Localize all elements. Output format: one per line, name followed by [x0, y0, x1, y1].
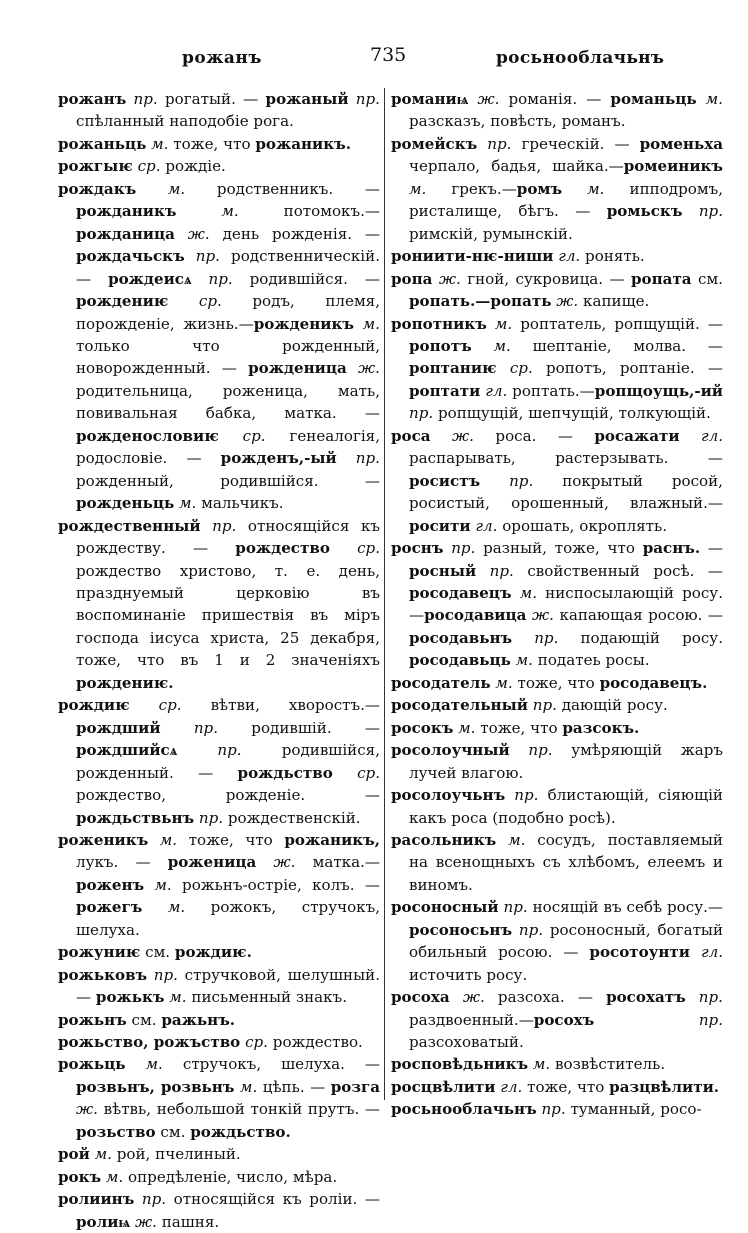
definition-text: стручковой, шелушный. —: [76, 965, 380, 1007]
definition-text: роса. —: [473, 426, 595, 445]
headword: рожданикъ: [76, 202, 177, 221]
headword: рожаный: [265, 90, 349, 108]
definition-text: покрытый росой, росистый, орошенный, влажный.—: [409, 471, 723, 513]
headword: рожьць: [58, 1055, 126, 1074]
grammar-label: ср.: [218, 426, 266, 445]
headword: росити: [409, 516, 471, 535]
grammar-label: м.: [101, 1167, 124, 1186]
headword: роженица: [167, 853, 257, 872]
dictionary-entry: [391, 784, 723, 829]
definition-text: см.: [691, 269, 723, 288]
definition-text: ниспосылающій росу. —: [409, 583, 723, 625]
grammar-label: гл.: [495, 1077, 523, 1096]
grammar-label: ж.: [526, 606, 554, 625]
grammar-label: ж.: [432, 269, 461, 288]
headword: ропать.—ропать: [409, 292, 552, 311]
grammar-label: м.: [142, 898, 186, 917]
grammar-label: пр.: [682, 202, 723, 221]
grammar-label: ср.: [329, 539, 380, 558]
grammar-label: м.: [136, 179, 186, 198]
dictionary-entry: [391, 245, 723, 267]
grammar-label: пр.: [336, 449, 380, 468]
grammar-label: гл.: [679, 426, 723, 445]
headword: романьць: [610, 90, 697, 108]
grammar-label: пр.: [509, 741, 553, 760]
definition-text: греческій. —: [511, 134, 640, 153]
headword: рождакъ: [58, 179, 137, 198]
definition-text: лукъ. —: [76, 853, 168, 872]
definition-text: податеь росы.: [532, 651, 650, 670]
definition-text: мальчикъ.: [196, 494, 284, 513]
grammar-label: м.: [176, 202, 239, 221]
grammar-label: ж.: [76, 1100, 98, 1119]
definition-text: черпало, бадья, шайка.—: [409, 157, 624, 176]
definition-text: относящійся къ рождеству. —: [76, 516, 380, 558]
headword: рокъ: [58, 1167, 102, 1186]
headword: роснъ: [391, 539, 444, 558]
dictionary-entry: [58, 1053, 380, 1143]
grammar-label: м.: [696, 90, 723, 108]
headword: росохатъ: [606, 988, 686, 1007]
definition-text: дающій росу.: [556, 696, 668, 715]
headword: росповѣдьникъ: [391, 1055, 529, 1074]
dictionary-entry: [58, 829, 380, 941]
definition-text: капающая росою. —: [553, 606, 723, 625]
definition-text: см.: [155, 1122, 191, 1141]
headword: росодавецъ: [409, 583, 512, 602]
headword: рождиѥ.: [174, 943, 252, 962]
grammar-label: пр.: [409, 404, 434, 423]
headword: розга: [330, 1077, 380, 1096]
dictionary-entry: [58, 88, 380, 133]
definition-text: родившійся, рожденный. —: [76, 741, 381, 782]
grammar-label: пр.: [512, 920, 544, 939]
headword: рожденикъ: [253, 314, 354, 333]
definition-text: рождіе.: [160, 157, 226, 176]
definition-text: относящійся къ роліи. —: [166, 1190, 380, 1209]
headword: рождачьскъ: [76, 247, 185, 266]
grammar-label: пр.: [498, 898, 528, 917]
headword: ражьнъ.: [161, 1010, 236, 1029]
headword: росцвѣлити: [391, 1077, 496, 1096]
grammar-label: пр.: [476, 561, 514, 580]
headword: росажати: [594, 426, 680, 445]
dictionary-entry: [58, 941, 380, 963]
headword: рожаникъ.: [255, 134, 351, 153]
dictionary-entry: [58, 1188, 380, 1233]
headword: рой: [58, 1145, 90, 1164]
grammar-label: ср.: [240, 1033, 268, 1052]
grammar-label: пр.: [191, 269, 233, 288]
column-divider: [384, 88, 385, 1100]
headword: росоносьнъ: [409, 920, 513, 939]
headword: роменьха: [639, 134, 723, 153]
dictionary-entry: [58, 694, 380, 829]
headword: рожаньць: [58, 134, 147, 153]
headword: рождьство: [237, 763, 333, 782]
headword: ромеиникъ: [623, 157, 723, 176]
definition-text: ипподромъ, ристалище, бѣгъ. —: [409, 179, 723, 221]
definition-text: ропотъ, роптаніе. —: [532, 359, 723, 378]
dictionary-entry: [58, 1031, 380, 1053]
grammar-label: м.: [234, 1077, 258, 1096]
headword: рожаникъ,: [284, 830, 380, 849]
headword: рожденица: [248, 359, 347, 378]
headword: рождениѥ.: [76, 673, 174, 692]
grammar-label: пр.: [594, 1010, 723, 1029]
definition-text: раздвоенный.—: [409, 1010, 534, 1029]
grammar-label: ж.: [346, 359, 380, 378]
grammar-label: пр.: [527, 696, 557, 715]
definition-text: потомокъ.—: [238, 202, 380, 221]
headword: роженикъ: [58, 830, 149, 849]
grammar-label: ср.: [168, 292, 222, 311]
definition-text: родительница, роженица, мать, повивальная бабка, матка. —: [76, 381, 380, 423]
headword: росодательный: [391, 696, 528, 715]
grammar-label: м.: [146, 134, 169, 153]
definition-text: только что рожденный, новорожденный. —: [76, 336, 380, 378]
dictionary-entry: [58, 515, 380, 695]
definition-text: вѣтви, хворостъ.—: [181, 696, 380, 715]
headword: рождшийсѧ: [76, 741, 178, 760]
headword: рожуниѥ: [58, 943, 141, 962]
headword: рожгыѥ: [58, 157, 133, 176]
grammar-label: ж.: [430, 426, 474, 445]
headword: рождениѥ: [76, 292, 169, 311]
running-head-left: рожанъ: [182, 48, 262, 68]
definition-text: ронять.: [580, 247, 645, 266]
definition-text: грекъ.—: [426, 179, 517, 198]
definition-text: стручокъ, шелуха. —: [162, 1055, 380, 1074]
definition-text: тоже, что: [177, 830, 285, 849]
definition-text: капище.: [578, 292, 650, 311]
grammar-label: м.: [486, 314, 513, 333]
headword: розвьнъ, розвьнъ: [76, 1077, 235, 1096]
grammar-label: м.: [471, 336, 511, 355]
headword: рожденьць: [76, 494, 175, 513]
grammar-label: м.: [510, 651, 533, 670]
grammar-label: м.: [144, 875, 172, 894]
definition-text: разсоховатый.: [409, 1033, 524, 1052]
headword: рождший: [76, 718, 161, 737]
grammar-label: пр.: [443, 539, 476, 558]
definition-text: сосудъ, поставляемый на всенощныхъ съ хлѣбомъ, елеемъ и виномъ.: [409, 830, 723, 894]
headword: рождественный: [58, 516, 201, 535]
grammar-label: м.: [490, 673, 513, 692]
dictionary-entry: [58, 133, 380, 155]
grammar-label: пр.: [512, 628, 559, 647]
headword: ролиѩ: [76, 1212, 131, 1231]
dictionary-entry: [391, 694, 723, 716]
definition-text: письменный знакъ.: [186, 988, 348, 1007]
headword: рониити-нѥ-ниши: [391, 247, 554, 266]
headword: росодавецъ.: [599, 673, 708, 692]
headword: рожьковъ: [58, 965, 148, 984]
definition-text: разсоха. —: [484, 988, 607, 1007]
grammar-label: м.: [562, 179, 605, 198]
definition-text: роптать.—: [507, 381, 595, 400]
definition-text: рождество, рожденіе. —: [76, 786, 380, 805]
definition-text: родственническій. —: [76, 247, 380, 288]
definition-text: опредѣленіе, число, мѣра.: [123, 1167, 338, 1186]
headword: росоха: [391, 988, 450, 1007]
dictionary-entry: [58, 964, 380, 1009]
dictionary-entry: [391, 425, 723, 537]
definition-text: тоже, что: [475, 718, 563, 737]
definition-text: вѣтвь, небольшой тонкій прутъ. —: [97, 1100, 380, 1119]
headword: росодатель: [391, 673, 491, 692]
grammar-label: пр.: [194, 808, 224, 827]
definition-text: тоже, что: [512, 673, 600, 692]
headword: росьнооблачьнъ: [391, 1100, 537, 1119]
definition-text: подающій росу.: [558, 628, 723, 647]
headword: ромьскъ: [606, 202, 683, 221]
headword: рожьство, рожъство: [58, 1033, 241, 1052]
grammar-label: м.: [164, 988, 187, 1007]
dictionary-entry: [391, 1076, 723, 1098]
headword: роса: [391, 426, 431, 445]
headword: рождиѥ: [58, 696, 130, 715]
grammar-label: ж.: [174, 224, 210, 243]
grammar-label: м.: [528, 1055, 551, 1074]
headword: ролиинъ: [58, 1190, 135, 1209]
definition-text: рожденный, родившійся. —: [76, 471, 380, 490]
definition-text: источить росу.: [409, 965, 528, 984]
definition-text: —: [700, 539, 723, 558]
grammar-label: гл.: [553, 247, 581, 266]
definition-text: роптатель, ропщущій. —: [512, 314, 723, 333]
headword: росодавьнъ: [409, 628, 513, 647]
definition-text: см.: [140, 943, 175, 962]
grammar-label: ср.: [129, 696, 182, 715]
headword: рожданица: [76, 224, 175, 243]
definition-text: матка.—: [295, 853, 380, 872]
headword: ропотникъ: [391, 314, 487, 333]
headword: росотоунти: [589, 943, 690, 962]
definition-text: рождество.: [267, 1033, 363, 1052]
headword: росодавица: [424, 606, 527, 625]
headword: ропщоущь,-ий: [594, 381, 723, 400]
definition-text: рожокъ, стручокъ, шелуха.: [76, 898, 380, 939]
definition-text: родственникъ. —: [185, 179, 380, 198]
headword: рожьнъ: [58, 1010, 127, 1029]
grammar-label: пр.: [160, 718, 219, 737]
headword: роптаниѥ: [409, 359, 497, 378]
definition-text: распарывать, растерзывать. —: [409, 449, 723, 468]
definition-text: росоносный, богатый обильный росою. —: [409, 920, 724, 962]
headword: ропата: [631, 269, 692, 288]
headword: ропотъ: [409, 336, 472, 355]
page-number: 735: [370, 44, 407, 66]
grammar-label: пр.: [685, 988, 723, 1007]
definition-text: родившійся. —: [232, 269, 380, 288]
headword: росоносный: [391, 898, 499, 917]
grammar-label: пр.: [147, 965, 178, 984]
definition-text: спѣланный наподобіе рога.: [76, 112, 294, 131]
grammar-label: пр.: [480, 471, 534, 490]
dictionary-entry: [391, 739, 723, 784]
grammar-label: м.: [125, 1055, 163, 1074]
dictionary-entry: [58, 1143, 380, 1165]
grammar-label: гл.: [470, 516, 498, 535]
headword: росокъ: [391, 718, 454, 737]
grammar-label: пр.: [536, 1100, 566, 1119]
definition-text: тоже, что: [168, 134, 256, 153]
dictionary-entry: [391, 313, 723, 425]
dictionary-entry: [391, 896, 723, 986]
grammar-label: пр.: [184, 247, 220, 266]
headword: раснъ.: [642, 539, 701, 558]
grammar-label: м.: [409, 179, 427, 198]
headword: росодавьць: [409, 651, 511, 670]
grammar-label: гл.: [689, 943, 723, 962]
definition-text: тоже, что: [522, 1077, 610, 1096]
headword: рожегъ: [76, 898, 143, 917]
dictionary-entry: [391, 268, 723, 313]
grammar-label: ж.: [256, 853, 296, 872]
definition-text: гной, сукровица. —: [460, 269, 631, 288]
definition-text: рогатый. —: [157, 90, 266, 108]
definition-text: шептаніе, молва. —: [510, 336, 723, 355]
grammar-label: пр.: [177, 741, 242, 760]
definition-text: разный, тоже, что: [475, 539, 643, 558]
definition-text: разсказъ, повѣсть, романъ.: [409, 112, 626, 131]
definition-text: возвѣститель.: [550, 1055, 666, 1074]
grammar-label: м.: [511, 583, 537, 602]
definition-text: день рожденія. —: [209, 224, 380, 243]
headword: рождеисѧ: [108, 269, 192, 288]
headword: розьство: [76, 1122, 156, 1141]
definition-text: ропщущій, шепчущій, толкующій.: [433, 404, 711, 423]
headword: расольникъ: [391, 830, 497, 849]
headword: ромъ: [516, 179, 563, 198]
headword: рождьство.: [190, 1122, 291, 1141]
grammar-label: пр.: [477, 134, 512, 153]
definition-text: носящій въ себѣ росу.—: [527, 898, 723, 917]
headword: ромейскъ: [391, 134, 478, 153]
grammar-label: ж.: [130, 1212, 157, 1231]
definition-text: пашня.: [156, 1212, 220, 1231]
grammar-label: ср.: [332, 763, 380, 782]
left-column: [58, 88, 380, 1233]
definition-text: генеалогія, родословіе. —: [76, 426, 380, 468]
definition-text: романія. —: [499, 90, 611, 108]
grammar-label: м.: [453, 718, 476, 737]
right-column: [391, 88, 723, 1121]
definition-text: орошать, окроплять.: [497, 516, 668, 535]
grammar-label: пр.: [126, 90, 158, 108]
definition-text: рождество христово, т. е. день, празднуемый церковію въ воспоминаніе пришествія въ міръ господа іисуса христа, 25 декабря, тоже, что въ 1 и 2 значеніяхъ: [76, 561, 380, 670]
grammar-label: ж.: [468, 90, 500, 108]
definition-text: рожьнъ-остріе, колъ. —: [171, 875, 380, 894]
dictionary-entry: [58, 1009, 380, 1031]
headword: разсокъ.: [562, 718, 640, 737]
definition-text: рождественскій.: [223, 808, 361, 827]
grammar-label: м.: [148, 830, 178, 849]
headword: росный: [409, 561, 477, 580]
definition-text: умѣряющій жаръ лучей влагою.: [409, 741, 723, 782]
headword: рожанъ: [58, 90, 127, 108]
dictionary-entry: [391, 1098, 723, 1120]
definition-text: родъ, племя, порожденіе, жизнь.—: [76, 292, 380, 333]
dictionary-entry: [391, 986, 723, 1053]
dictionary-entry: [391, 133, 723, 245]
headword: романиѩ: [391, 90, 469, 108]
definition-text: цѣпь. —: [257, 1077, 331, 1096]
definition-text: римскій, румынскій.: [409, 224, 573, 243]
dictionary-entry: [391, 672, 723, 694]
headword: росолоучный: [391, 741, 510, 760]
headword: росолоучьнъ: [391, 786, 506, 805]
headword: рождьствьнъ: [76, 808, 195, 827]
definition-text: блистающій, сіяющій какъ роса (подобно росѣ).: [409, 786, 723, 827]
headword: рожденословиѥ: [76, 426, 219, 445]
grammar-label: ср.: [496, 359, 533, 378]
dictionary-entry: [58, 155, 380, 177]
headword: разцвѣлити.: [609, 1077, 720, 1096]
dictionary-entry: [58, 178, 380, 515]
dictionary-entry: [391, 829, 723, 896]
dictionary-entry: [391, 717, 723, 739]
headword: рожькъ: [95, 988, 165, 1007]
dictionary-entry: [58, 1166, 380, 1188]
grammar-label: гл.: [480, 381, 508, 400]
grammar-label: ср.: [132, 157, 161, 176]
definition-text: туманный, росо-: [565, 1100, 702, 1119]
grammar-label: ж.: [551, 292, 579, 311]
grammar-label: м.: [89, 1145, 112, 1164]
headword: росохъ: [533, 1010, 595, 1029]
definition-text: рой, пчелиный.: [111, 1145, 241, 1164]
grammar-label: пр.: [200, 516, 237, 535]
headword: рожденъ,-ый: [220, 449, 337, 468]
page-header: [58, 40, 722, 76]
headword: роптати: [409, 381, 481, 400]
dictionary-entry: [391, 88, 723, 133]
definition-text: см.: [126, 1010, 162, 1029]
dictionary-entry: [391, 537, 723, 672]
grammar-label: пр.: [134, 1190, 167, 1209]
grammar-label: м.: [496, 830, 526, 849]
grammar-label: пр.: [505, 786, 539, 805]
dictionary-entry: [391, 1053, 723, 1075]
headword: роженъ: [76, 875, 145, 894]
grammar-label: пр.: [348, 90, 380, 108]
grammar-label: м.: [353, 314, 380, 333]
headword: росистъ: [409, 471, 481, 490]
definition-text: свойственный росѣ. —: [513, 561, 723, 580]
running-head-right: росьнооблачьнъ: [496, 48, 665, 68]
headword: рождество: [235, 539, 330, 558]
definition-text: родившій. —: [218, 718, 380, 737]
headword: ропа: [391, 269, 433, 288]
grammar-label: ж.: [449, 988, 485, 1007]
grammar-label: м.: [174, 494, 197, 513]
